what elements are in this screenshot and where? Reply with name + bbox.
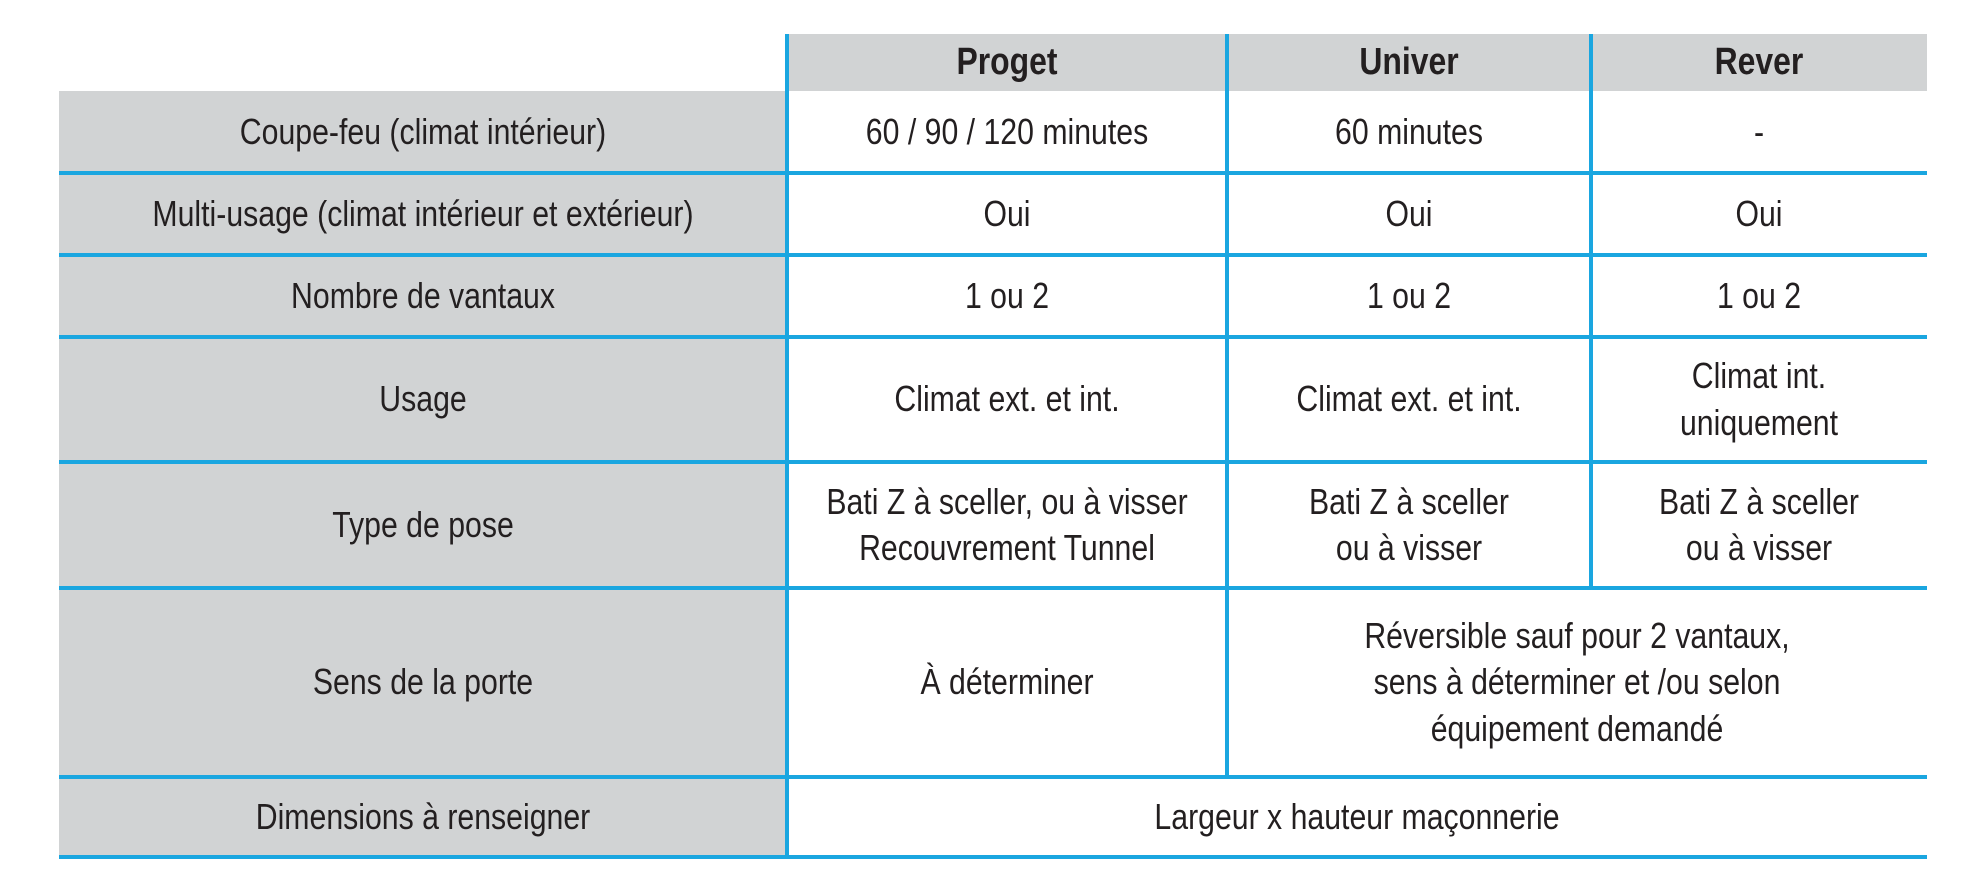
divider-row-3 — [59, 335, 1927, 339]
cell-multi-usage-rever: Oui — [1735, 192, 1783, 234]
cell-vantaux-proget: 1 ou 2 — [964, 274, 1050, 316]
cell-dimensions-all: Largeur x hauteur maçonnerie — [1154, 795, 1560, 837]
cell-vantaux-univer: 1 ou 2 — [1366, 274, 1452, 316]
column-header-rever: Rever — [1714, 41, 1804, 84]
cell-coupe-feu-rever: - — [1753, 110, 1765, 152]
cell-pose-univer: Bati Z à sceller ou à visser — [1309, 480, 1509, 568]
cell-multi-usage-proget: Oui — [983, 192, 1031, 234]
column-header-univer: Univer — [1359, 41, 1459, 84]
row-label-usage: Usage — [379, 378, 467, 420]
divider-row-2 — [59, 253, 1927, 257]
divider-bottom — [59, 855, 1927, 859]
cell-coupe-feu-proget: 60 / 90 / 120 minutes — [865, 110, 1149, 152]
row-label-multi-usage: Multi-usage (climat intérieur et extérieur) — [152, 192, 694, 234]
cell-usage-univer: Climat ext. et int. — [1296, 378, 1522, 420]
divider-row-6 — [59, 775, 1927, 779]
column-header-proget: Proget — [956, 41, 1058, 84]
row-label-coupe-feu: Coupe-feu (climat intérieur) — [239, 110, 607, 152]
divider-row-1 — [59, 171, 1927, 175]
divider-col-3 — [1589, 34, 1593, 590]
cell-pose-proget: Bati Z à sceller, ou à visser Recouvrement Tunnel — [826, 480, 1188, 568]
cell-coupe-feu-univer: 60 minutes — [1335, 110, 1483, 152]
cell-vantaux-rever: 1 ou 2 — [1716, 274, 1802, 316]
cell-sens-proget: À déterminer — [920, 661, 1094, 703]
cell-usage-proget: Climat ext. et int. — [894, 378, 1120, 420]
divider-col-2 — [1225, 34, 1229, 779]
row-label-type-pose: Type de pose — [332, 503, 514, 545]
cell-multi-usage-univer: Oui — [1385, 192, 1433, 234]
divider-row-5 — [59, 586, 1927, 590]
row-label-sens-porte: Sens de la porte — [312, 661, 534, 703]
row-label-dimensions: Dimensions à renseigner — [255, 795, 591, 837]
cell-usage-rever: Climat int. uniquement — [1679, 355, 1839, 443]
divider-col-1 — [785, 34, 789, 859]
row-label-nombre-vantaux: Nombre de vantaux — [291, 274, 555, 316]
cell-pose-rever: Bati Z à sceller ou à visser — [1659, 480, 1859, 568]
cell-sens-univer-rever: Réversible sauf pour 2 vantaux, sens à déterminer et /ou selon équipement demandé — [1364, 615, 1790, 749]
divider-row-4 — [59, 460, 1927, 464]
